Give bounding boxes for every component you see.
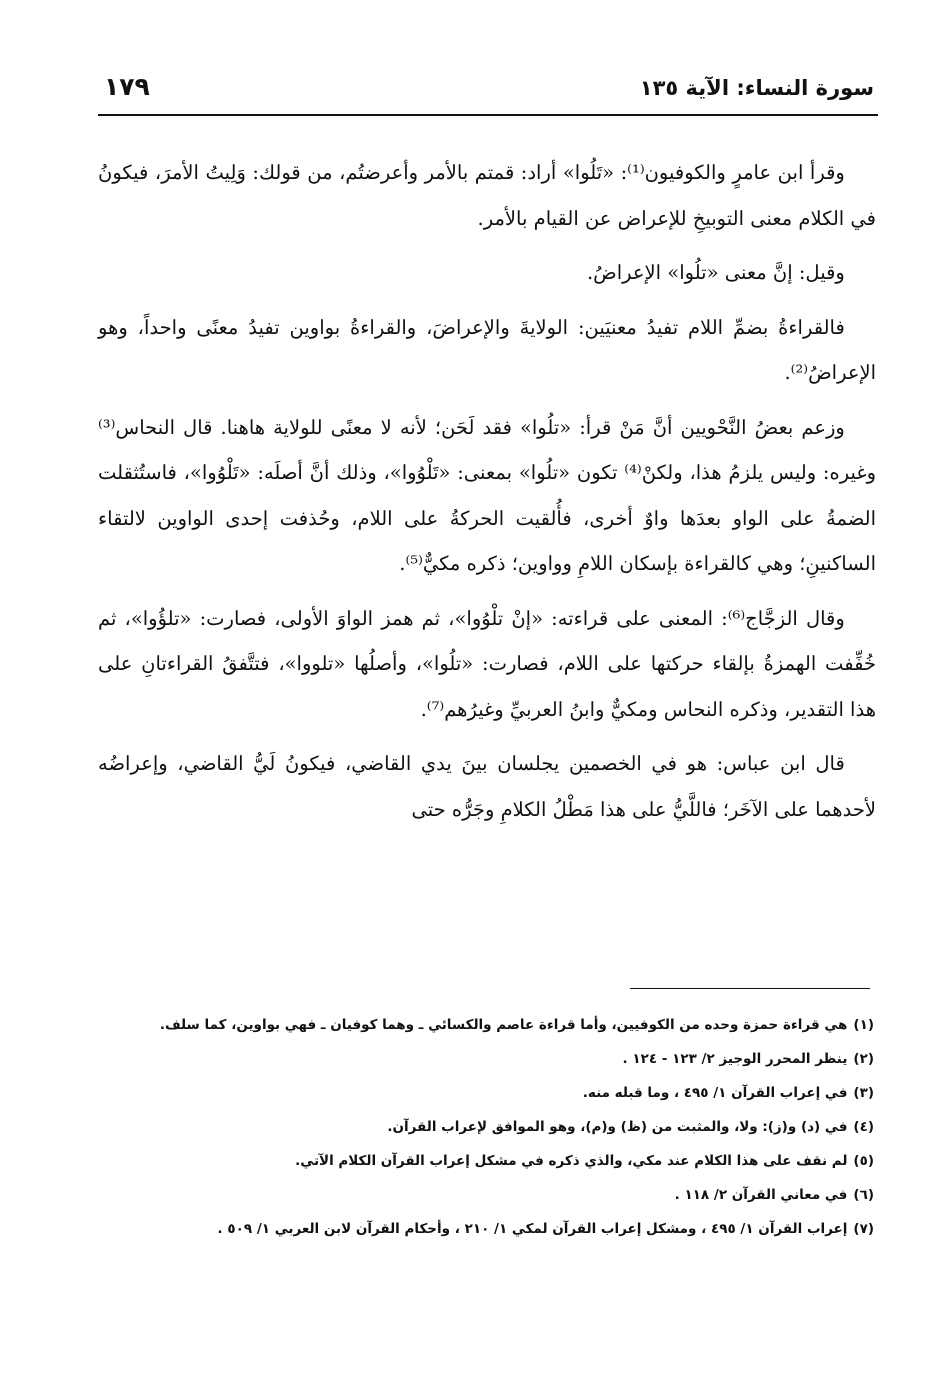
footnote-number: (٢) bbox=[853, 1051, 874, 1067]
footnote bbox=[98, 1150, 874, 1172]
main-text bbox=[98, 150, 876, 841]
footnotes bbox=[98, 1014, 874, 1252]
footnote-number: (٣) bbox=[853, 1085, 874, 1101]
footnote-text: إعراب القرآن ١/ ٤٩٥ ، ومشكل إعراب القرآن لمكي ١/ ٢١٠ ، وأحكام القرآن لابن العربي ١/ ٥٠٩ . bbox=[217, 1221, 848, 1237]
footnote-text: في معاني القرآن ٢/ ١١٨ . bbox=[674, 1187, 848, 1203]
footnote-number: (١) bbox=[853, 1017, 874, 1033]
paragraph: وزعم بعضُ النَّحْويين أنَّ مَنْ قرأ: «تلُوا» فقد لَحَن؛ لأنه لا معنًى للولاية هاهنا. قال النحاس⁽³⁾ وغيره: وليس يلزمُ هذا، ولكنْ⁽⁴⁾ تكون «تلُوا» بمعنى: «تَلْوُوا»، وذلك أنَّ أصلَه: «تَلْوُوا»، فاستُثقلت الضمةُ على الواو بعدَها واوٌ أخرى، فأُلقيت الحركةُ على اللام، وحُذفت إحدى الواوين لالتقاء الساكنينِ؛ وهي كالقراءة بإسكان اللامِ وواوين؛ ذكره مكيٌّ⁽⁵⁾. bbox=[98, 415, 876, 575]
paragraph: وقرأ ابن عامرٍ والكوفيون⁽¹⁾: «تَلُوا» أراد: قمتم بالأمر وأعرضتُم، من قولك: وَلِيتُ الأمرَ، فيكونُ في الكلام معنى التوبيخِ للإعراض عن القيام بالأمر. bbox=[98, 161, 876, 230]
footnote-number: (٥) bbox=[853, 1153, 874, 1169]
page-header bbox=[98, 70, 878, 116]
footnote bbox=[98, 1184, 874, 1206]
footnote-number: (٦) bbox=[853, 1187, 874, 1203]
footnote-text: في (د) و(ز): ولا، والمثبت من (ظ) و(م)، وهو الموافق لإعراب القرآن. bbox=[387, 1119, 848, 1135]
paragraph: فالقراءةُ بضمِّ اللام تفيدُ معنيَين: الولايةَ والإعراضَ، والقراءةُ بواوين تفيدُ معنًى واحداً، وهو الإعراضُ⁽²⁾. bbox=[98, 315, 876, 384]
paragraph: وقيل: إنَّ معنى «تلُوا» الإعراضُ. bbox=[586, 261, 845, 284]
page-number: ١٧٩ bbox=[104, 72, 150, 101]
footnote-text: ينظر المحرر الوجيز ٢/ ١٢٣ - ١٢٤ . bbox=[622, 1051, 848, 1067]
footnote-text: هي قراءة حمزة وحده من الكوفيين، وأما قراءة عاصم والكسائي ـ وهما كوفيان ـ فهي بواوين، كما سلف. bbox=[159, 1017, 848, 1033]
running-title: سورة النساء: الآية ١٣٥ bbox=[639, 76, 874, 100]
footnote bbox=[98, 1116, 874, 1138]
footnote-text: في إعراب القرآن ١/ ٤٩٥ ، وما قبله منه. bbox=[582, 1085, 848, 1101]
paragraph: قال ابن عباس: هو في الخصمين يجلسان بينَ يدي القاضي، فيكونُ لَيُّ القاضي، وإعراضُه لأحدهما على الآخَر؛ فاللَّيُّ على هذا مَطْلُ الكلامِ وجَرُّه حتى bbox=[98, 752, 876, 821]
footnote bbox=[98, 1048, 874, 1070]
footnote-number: (٤) bbox=[853, 1119, 874, 1135]
footnote-number: (٧) bbox=[853, 1221, 874, 1237]
paragraph: وقال الزجَّاج⁽⁶⁾: المعنى على قراءته: «إنْ تلْوُوا»، ثم همز الواوَ الأولى، فصارت: «تلؤُوا»، ثم خُفِّفت الهمزةُ بإلقاء حركتها على اللام، فصارت: «تلُوا»، وأصلُها «تلووا»، فتتَّفقُ القراءتانِ على هذا التقدير، وذكره النحاس ومكيٌّ وابنُ العربيِّ وغيرُهم⁽⁷⁾. bbox=[98, 606, 876, 721]
footnote-text: لم نقف على هذا الكلام عند مكي، والذي ذكره في مشكل إعراب القرآن الكلام الآتي. bbox=[295, 1153, 848, 1169]
footnote bbox=[98, 1014, 874, 1036]
footnote bbox=[98, 1082, 874, 1104]
footnote bbox=[98, 1218, 874, 1240]
footnote-separator bbox=[630, 988, 870, 989]
